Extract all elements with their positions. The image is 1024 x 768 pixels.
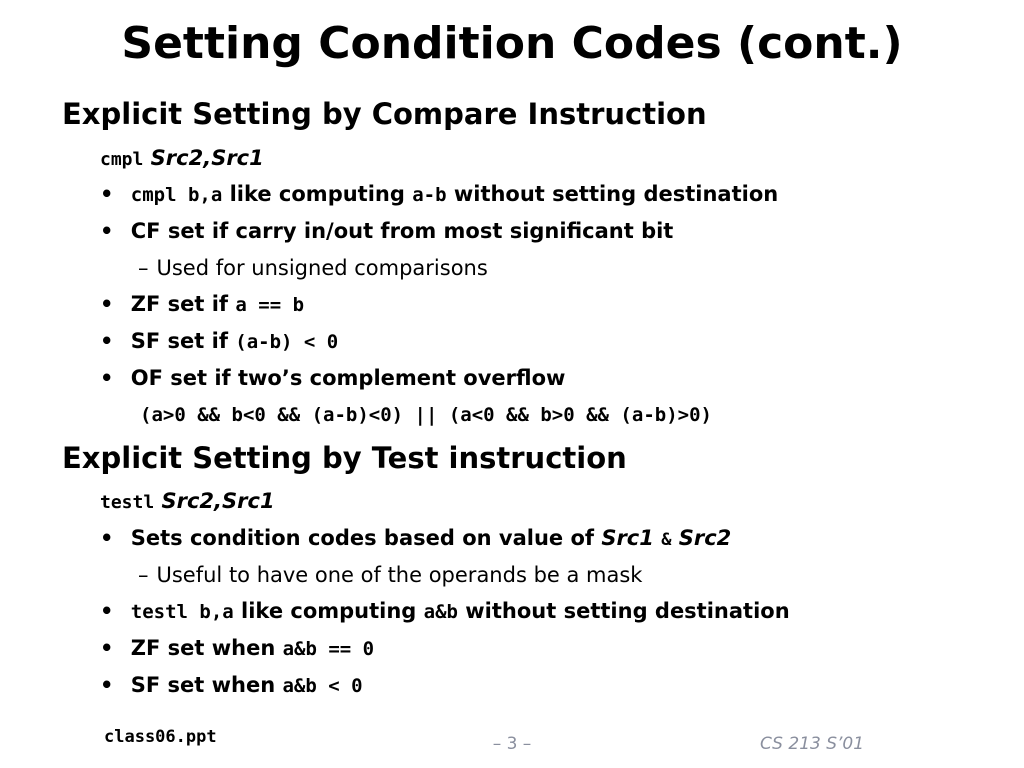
section-heading-compare: Explicit Setting by Compare Instruction	[62, 97, 707, 131]
bullet: •	[100, 219, 114, 243]
bullet-text: SF set if	[130, 329, 228, 353]
expr-code: a-b	[412, 184, 447, 206]
expr-code: a&b	[423, 601, 458, 623]
cmpl-syntax	[100, 146, 264, 170]
sets-codes-bullet	[100, 526, 731, 550]
footer-filename: class06.ppt	[104, 727, 217, 747]
sf-bullet	[100, 329, 338, 353]
cmpl-mnemonic: cmpl	[100, 149, 144, 170]
sub-text: Used for unsigned comparisons	[156, 256, 488, 280]
cmpl-operands: Src2,Src1	[150, 146, 264, 170]
bullet-text: SF set when	[130, 673, 276, 697]
testl-syntax	[100, 489, 275, 513]
expr-code: a == b	[235, 294, 305, 316]
bullet-text: without setting destination	[453, 182, 779, 206]
bullet: •	[100, 329, 114, 353]
bullet-text: ZF set if	[130, 292, 229, 316]
mask-sub-item	[138, 563, 642, 587]
footer-page-number: – 3 –	[492, 734, 532, 754]
src2-arg: Src2	[678, 526, 732, 550]
testl-operands: Src2,Src1	[161, 489, 275, 513]
bullet-text: ZF set when	[130, 636, 276, 660]
sf-when-bullet	[100, 673, 363, 697]
bullet-text: OF set if two’s complement overflow	[130, 366, 566, 390]
bullet-text: like computing	[241, 599, 417, 623]
cmpl-bullet-like-computing	[100, 182, 778, 206]
footer-course: CS 213 S’01	[760, 734, 865, 754]
bullet: •	[100, 599, 114, 623]
slide-title: Setting Condition Codes (cont.)	[121, 18, 903, 69]
bullet: •	[100, 673, 114, 697]
sub-text: Useful to have one of the operands be a mask	[156, 563, 643, 587]
testl-bullet-like-computing	[100, 599, 790, 623]
cmpl-code: cmpl b,a	[130, 184, 223, 206]
expr-code: a&b == 0	[282, 638, 375, 660]
testl-code: testl b,a	[130, 601, 234, 623]
testl-mnemonic: testl	[100, 492, 155, 513]
src1-arg: Src1	[601, 526, 654, 550]
zf-when-bullet	[100, 636, 374, 660]
bullet-text: without setting destination	[465, 599, 790, 623]
bullet: •	[100, 182, 114, 206]
cf-sub-item	[138, 256, 488, 280]
dash: –	[138, 256, 149, 280]
zf-bullet	[100, 292, 304, 316]
bullet-text: Sets condition codes based on value of	[130, 526, 595, 550]
bullet: •	[100, 292, 114, 316]
bullet: •	[100, 636, 114, 660]
bullet: •	[100, 366, 114, 390]
dash: –	[138, 563, 149, 587]
bullet: •	[100, 526, 114, 550]
cf-bullet	[100, 219, 673, 243]
section-heading-test: Explicit Setting by Test instruction	[62, 441, 627, 475]
overflow-expression: (a>0 && b<0 && (a-b)<0) || (a<0 && b>0 && (a-b)>0)	[140, 404, 712, 426]
expr-code: (a-b) < 0	[235, 331, 339, 353]
ampersand: &	[661, 530, 672, 550]
bullet-text: CF set if carry in/out from most significant bit	[130, 219, 674, 243]
expr-code: a&b < 0	[282, 675, 363, 697]
bullet-text: like computing	[229, 182, 405, 206]
of-bullet	[100, 366, 565, 390]
